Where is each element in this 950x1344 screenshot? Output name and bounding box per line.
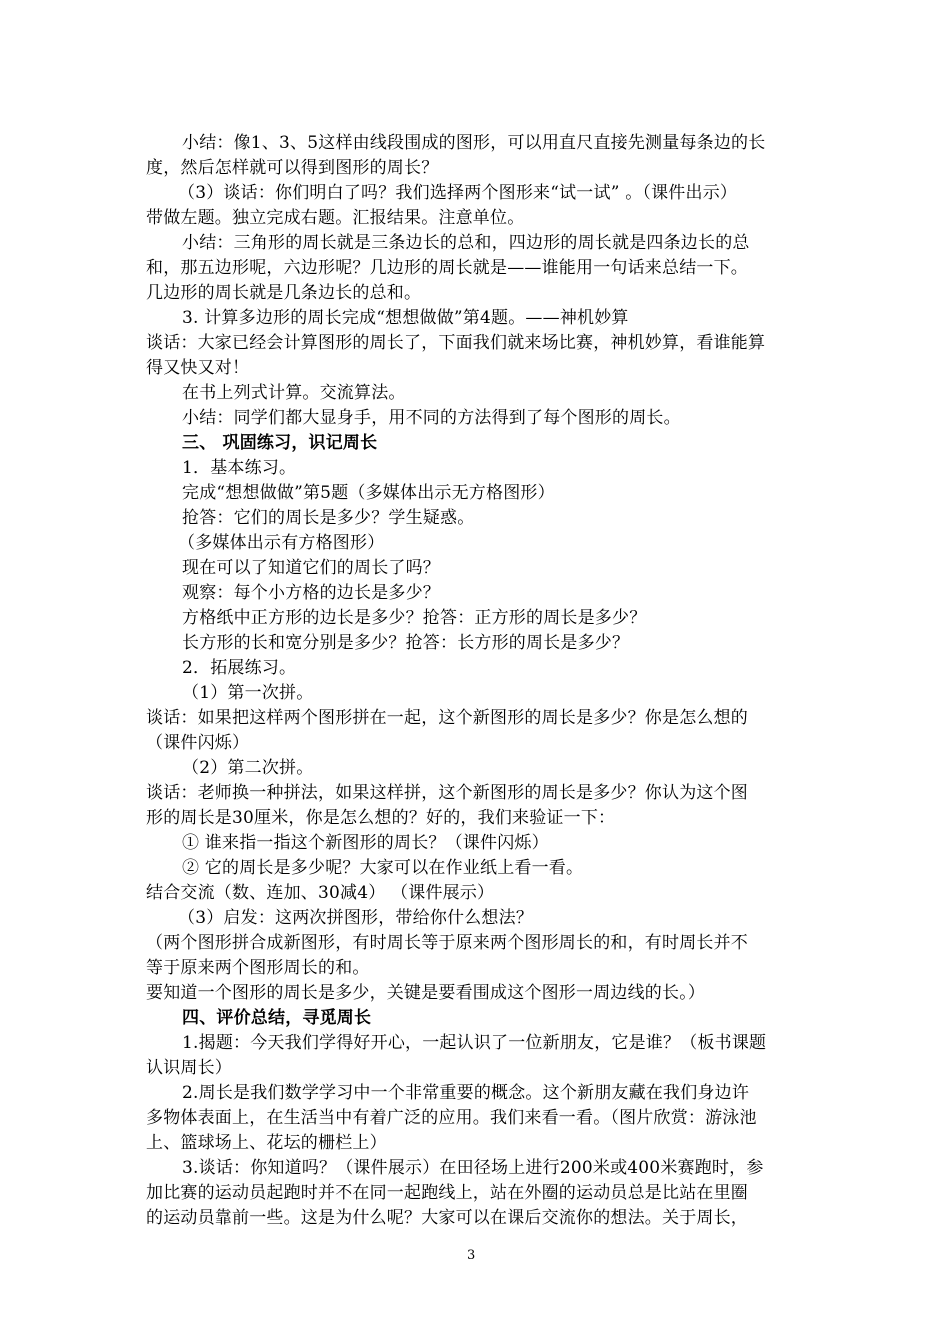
text-line: 长方形的长和宽分别是多少？抢答：长方形的周长是多少？ — [182, 633, 630, 653]
text-line: 现在可以了知道它们的周长了吗？ — [182, 558, 440, 578]
text-line: 2.周长是我们数学学习中一个非常重要的概念。这个新朋友藏在我们身边许 — [182, 1083, 750, 1103]
text-line: 3. 计算多边形的周长完成“想想做做”第4题。——神机妙算 — [182, 308, 629, 328]
text-line: 上、篮球场上、花坛的栅栏上） — [146, 1133, 387, 1153]
text-line: 小结：同学们都大显身手，用不同的方法得到了每个图形的周长。 — [182, 408, 681, 428]
text-line: （多媒体出示有方格图形） — [178, 533, 385, 553]
text-line: 等于原来两个图形周长的和。 — [146, 958, 370, 978]
text-line: （2）第二次拼。 — [182, 758, 314, 778]
text-line: 谈话：如果把这样两个图形拼在一起，这个新图形的周长是多少？你是怎么想的 — [146, 708, 748, 728]
text-line: 和，那五边形呢，六边形呢？几边形的周长就是——谁能用一句话来总结一下。 — [146, 258, 748, 278]
text-line: 2．拓展练习。 — [182, 658, 297, 678]
text-line: 方格纸中正方形的边长是多少？抢答：正方形的周长是多少？ — [182, 608, 647, 628]
text-line: 认识周长） — [146, 1058, 232, 1078]
text-line: 得又快又对！ — [146, 358, 250, 378]
text-line: 度，然后怎样就可以得到图形的周长？ — [146, 158, 439, 178]
text-line: 观察：每个小方格的边长是多少？ — [182, 583, 440, 603]
text-line: 的运动员靠前一些。这是为什么呢？大家可以在课后交流你的想法。关于周长， — [146, 1208, 748, 1228]
text-line: 完成“想想做做”第5题（多媒体出示无方格图形） — [182, 483, 555, 503]
text-line: 谈话：老师换一种拼法，如果这样拼，这个新图形的周长是多少？你认为这个图 — [146, 783, 748, 803]
text-line: 带做左题。独立完成右题。汇报结果。注意单位。 — [146, 208, 525, 228]
text-line: 小结：三角形的周长就是三条边长的总和，四边形的周长就是四条边长的总 — [182, 233, 750, 253]
section-heading: 三、 巩固练习，识记周长 — [182, 433, 378, 453]
page-number: 3 — [467, 1248, 476, 1263]
text-line: （两个图形拼合成新图形，有时周长等于原来两个图形周长的和，有时周长并不 — [146, 933, 748, 953]
text-line: （课件闪烁） — [146, 733, 250, 753]
text-line: 在书上列式计算。交流算法。 — [182, 383, 406, 403]
text-line: 小结：像1、3、5这样由线段围成的图形，可以用直尺直接先测量每条边的长 — [182, 133, 766, 153]
text-line: 1.揭题：今天我们学得好开心，一起认识了一位新朋友，它是谁？（板书课题 — [182, 1033, 767, 1053]
text-line: 加比赛的运动员起跑时并不在同一起跑线上，站在外圈的运动员总是比站在里圈 — [146, 1183, 748, 1203]
text-line: 要知道一个图形的周长是多少，关键是要看围成这个图形一周边线的长。） — [146, 983, 706, 1003]
text-line: 多物体表面上，在生活当中有着广泛的应用。我们来看一看。（图片欣赏：游泳池 — [146, 1108, 757, 1128]
section-heading: 四、评价总结，寻觅周长 — [182, 1008, 372, 1028]
text-line: 形的周长是30厘米，你是怎么想的？好的，我们来验证一下： — [146, 808, 616, 828]
text-line: ① 谁来指一指这个新图形的周长？（课件闪烁） — [182, 833, 549, 853]
text-line: （3）启发：这两次拼图形，带给你什么想法？ — [178, 908, 534, 928]
text-line: 结合交流（数、连加、30减4） （课件展示） — [146, 883, 495, 903]
text-line: 3.谈话：你知道吗？（课件展示）在田径场上进行200米或400米赛跑时，参 — [182, 1158, 764, 1178]
text-line: 谈话：大家已经会计算图形的周长了，下面我们就来场比赛，神机妙算，看谁能算 — [146, 333, 766, 353]
text-line: ② 它的周长是多少呢？大家可以在作业纸上看一看。 — [182, 858, 584, 878]
text-line: （3）谈话：你们明白了吗？我们选择两个图形来“试一试” 。（课件出示） — [178, 183, 738, 203]
text-line: 1．基本练习。 — [182, 458, 297, 478]
text-line: 抢答：它们的周长是多少？学生疑惑。 — [182, 508, 475, 528]
text-line: （1）第一次拼。 — [182, 683, 314, 703]
text-line: 几边形的周长就是几条边长的总和。 — [146, 283, 422, 303]
